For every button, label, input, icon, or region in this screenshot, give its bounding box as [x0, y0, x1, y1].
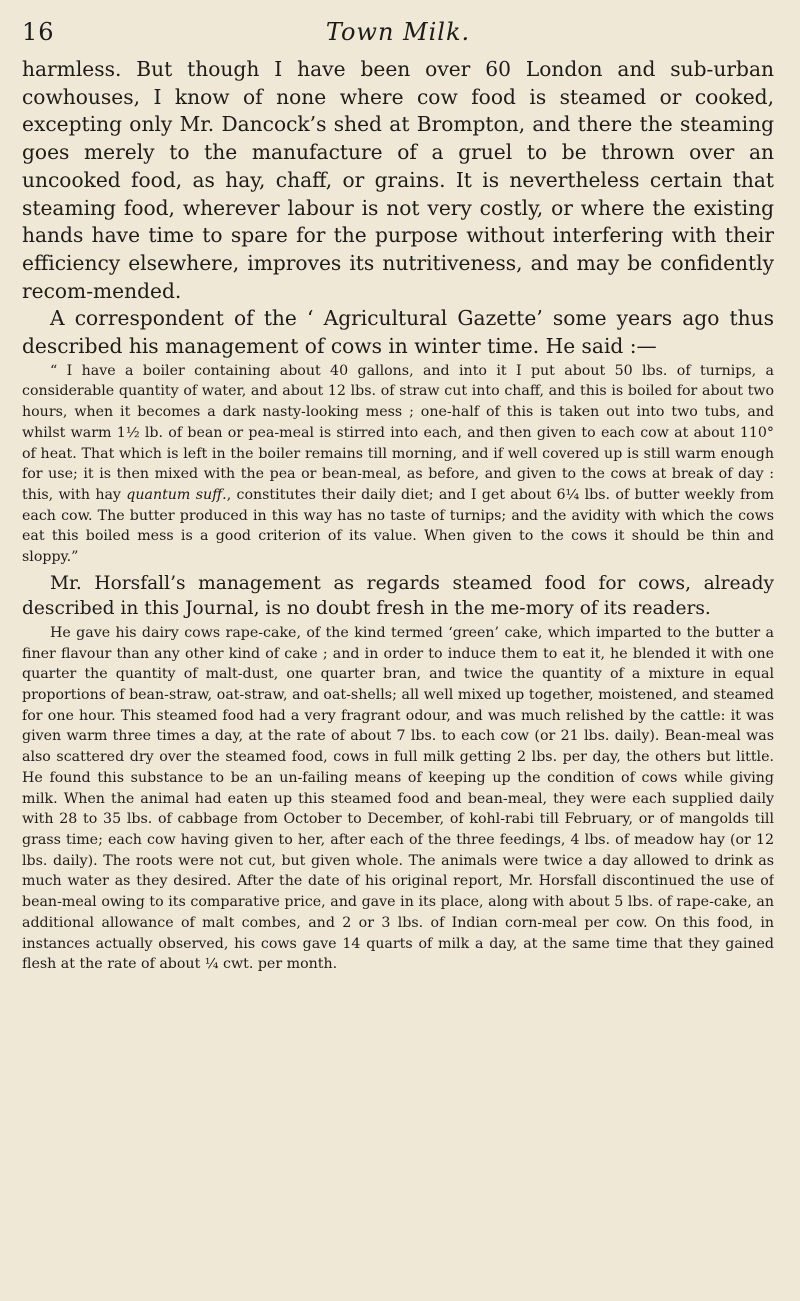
paragraph-harmless: harmless. But though I have been over 60 London and sub-urban cowhouses, I know of none where cow food is steamed or cooked, excepting only Mr. Dancock’s shed at Brompton, and there the steaming goes merely to the manufacture of a gruel to be thrown over an uncooked food, as hay, chaff, or grains. It is nevertheless certain that steaming food, wherever labour is not very costly, or where the existing hands have time to spare for the purpose without interfering with their efficiency elsewhere, improves its nutritiveness, and may be confidently recom-mended. — [22, 57, 774, 303]
paragraph-horsfall-management: He gave his dairy cows rape-cake, of the kind termed ‘green’ cake, which imparted to the butter a finer flavour than any other kind of cake ; and in order to induce them to eat it, he blended it with one quarter the quantity of malt-dust, one quarter bran, and twice the quantity of a mixture in equal proportions of bean-straw, oat-straw, and oat-shells; all well mixed up together, moistened, and steamed for one hour. This steamed food had a very fragrant odour, and was much relished by the cattle: it was given warm three times a day, at the rate of about 7 lbs. to each cow (or 21 lbs. daily). Bean-meal was also scattered dry over the steamed food, cows in full milk getting 2 lbs. per day, the others but little. He found this substance to be an un-failing means of keeping up the condition of cows while giving milk. When the animal had eaten up this steamed food and bean-meal, they were each supplied daily with 28 to 35 lbs. of cabbage from October to December, of kohl-rabi till February, or of mangolds till grass time; each cow having given to her, after each of the three feedings, 4 lbs. of meadow hay (or 12 lbs. daily). The roots were not cut, but given whole. The animals were twice a day allowed to drink as much water as they desired. After the date of his original report, Mr. Horsfall discontinued the use of bean-meal owing to its comparative price, and gave in its place, along with about 5 lbs. of rape-cake, an additional allowance of malt combes, and 2 or 3 lbs. of Indian corn-meal per cow. On this food, in instances actually observed, his cows gave 14 quarts of milk a day, at the same time that they gained flesh at the rate of about ¼ cwt. per month. — [22, 624, 774, 973]
quotation-opening-text: “ I have a boiler containing about 40 gallons, and into it I put about 50 lbs. of turnips, a considerable quantity of water, and about 12 lbs. of straw cut into chaff, and this is boiled for about two hours, when it becomes a dark nasty-looking mess ; one-half of this is taken out into two tubs, and whilst warm 1½ lb. of bean or pea-meal is stirred into each, and then given to each cow at about 110° of heat. That which is left in the boiler remains till morning, and if well covered up is still warm enough for use; it is then mixed with the pea or bean-meal, as before, and given to the cows at break of day : this, with hay — [22, 362, 774, 503]
paragraph-agricultural-gazette: A correspondent of the ‘ Agricultural Gazette’ some years ago thus described his management of cows in winter time. He said :— — [22, 306, 774, 359]
book-page — [22, 18, 774, 1283]
gazette-quotation — [22, 361, 774, 568]
running-title: Town Milk. — [325, 18, 471, 46]
running-head — [22, 18, 774, 52]
quotation-italic-phrase: quantum suff. — [126, 486, 227, 503]
quotation-closing-text: , constitutes their daily diet; and I get about 6¼ lbs. of butter weekly from each cow. The butter produced in this way has no taste of turnips; and the avidity with which the cows eat this boiled mess is a good criterion of its value. When given to the cows it should be thin and sloppy.” — [22, 486, 774, 566]
page-number: 16 — [22, 18, 55, 46]
paragraph-horsfall-intro: Mr. Horsfall’s management as regards steamed food for cows, already described in this Journal, is no doubt fresh in the me-mory of its readers. — [22, 572, 774, 619]
